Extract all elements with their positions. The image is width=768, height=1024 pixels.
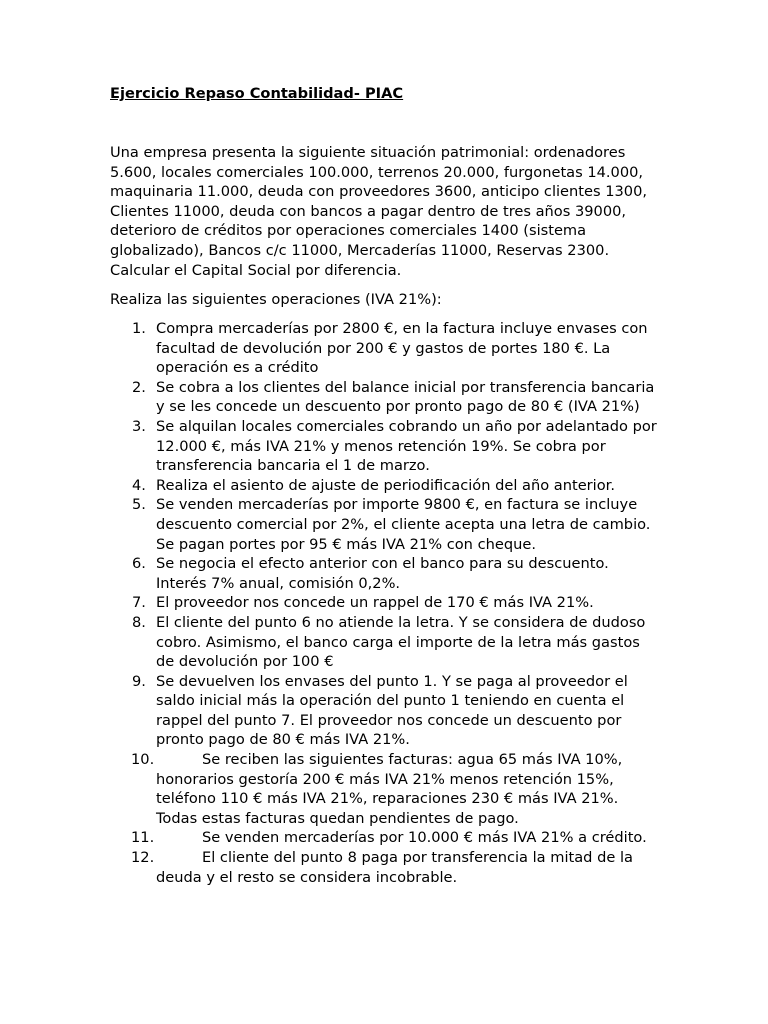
intro-paragraph: Una empresa presenta la siguiente situación patrimonial: ordenadores 5.600, locales comerciales 100.000, terrenos 20.000, furgonetas 14.000, maquinaria 11.000, deuda con proveedores 3600, anticipo clientes 1300, Clientes 11000, deuda con bancos a pagar dentro de tres años 39000, deterioro de créditos por operaciones comerciales 1400 (sistema globalizado), Bancos c/c 11000, Mercaderías 11000, Reservas 2300. Calcular el Capital Social por diferencia. <box>110 144 648 279</box>
list-item-text: El proveedor nos concede un rappel de 170 € más IVA 21%. <box>156 594 594 612</box>
list-item-text: El cliente del punto 6 no atiende la letra. Y se considera de dudoso cobro. Asimismo, el banco carga el importe de la letra más gastos de devolución por 100 € <box>156 613 646 671</box>
list-item <box>110 672 660 750</box>
list-item-number: 5. <box>132 496 146 514</box>
list-item-number: 11. <box>131 829 155 847</box>
list-item-number: 4. <box>132 476 146 494</box>
list-item <box>110 828 660 848</box>
list-item-text: Se alquilan locales comerciales cobrando un año por adelantado por 12.000 €, más IVA 21% y menos retención 19%. Se cobra por transferencia bancaria el 1 de marzo. <box>156 417 657 475</box>
list-item <box>110 476 660 496</box>
operations-heading: Realiza las siguientes operaciones (IVA 21%): <box>110 291 442 308</box>
list-item <box>110 319 660 378</box>
list-item <box>110 378 660 417</box>
list-item <box>110 417 660 476</box>
list-item <box>110 750 660 828</box>
list-item <box>110 495 660 554</box>
list-item-text: Se venden mercaderías por 10.000 € más IVA 21% a crédito. <box>202 829 647 847</box>
list-item-number: 7. <box>132 594 146 612</box>
list-item-number: 6. <box>132 555 146 573</box>
list-item-text: Se negocia el efecto anterior con el banco para su descuento. Interés 7% anual, comisión 0,2%. <box>156 555 609 592</box>
list-item <box>110 554 660 593</box>
list-item-number: 3. <box>132 417 146 435</box>
list-item-number: 12. <box>131 849 155 867</box>
list-item-text: Realiza el asiento de ajuste de periodificación del año anterior. <box>156 476 615 494</box>
list-item-text: Se reciben las siguientes facturas: agua 65 más IVA 10%, honorarios gestoría 200 € más IVA 21% menos retención 15%, teléfono 110 € más IVA 21%, reparaciones 230 € más IVA 21%. Todas estas facturas quedan pendientes de pago. <box>156 751 623 827</box>
list-item <box>110 613 660 672</box>
document-title: Ejercicio Repaso Contabilidad- PIAC <box>110 85 404 102</box>
list-item <box>110 593 660 613</box>
list-item-number: 2. <box>132 378 146 396</box>
list-item <box>110 848 660 887</box>
list-item-text: Se cobra a los clientes del balance inicial por transferencia bancaria y se les concede un descuento por pronto pago de 80 € (IVA 21%) <box>156 378 655 416</box>
list-item-text: El cliente del punto 8 paga por transferencia la mitad de la deuda y el resto se considera incobrable. <box>156 849 633 886</box>
operations-list <box>110 319 660 887</box>
list-item-text: Se venden mercaderías por importe 9800 €, en factura se incluye descuento comercial por 2%, el cliente acepta una letra de cambio. Se pagan portes por 95 € más IVA 21% con cheque. <box>156 496 651 553</box>
list-item-text: Se devuelven los envases del punto 1. Y se paga al proveedor el saldo inicial más la operación del punto 1 teniendo en cuenta el rappel del punto 7. El proveedor nos concede un descuento por pronto pago de 80 € más IVA 21%. <box>156 672 628 749</box>
list-item-number: 9. <box>132 672 146 690</box>
list-item-number: 10. <box>131 751 155 769</box>
list-item-number: 8. <box>132 613 146 631</box>
document-page <box>110 84 660 886</box>
list-item-number: 1. <box>132 320 146 337</box>
list-item-text: Compra mercaderías por 2800 €, en la factura incluye envases con facultad de devolución por 200 € y gastos de portes 180 €. La operación es a crédito <box>156 320 648 377</box>
